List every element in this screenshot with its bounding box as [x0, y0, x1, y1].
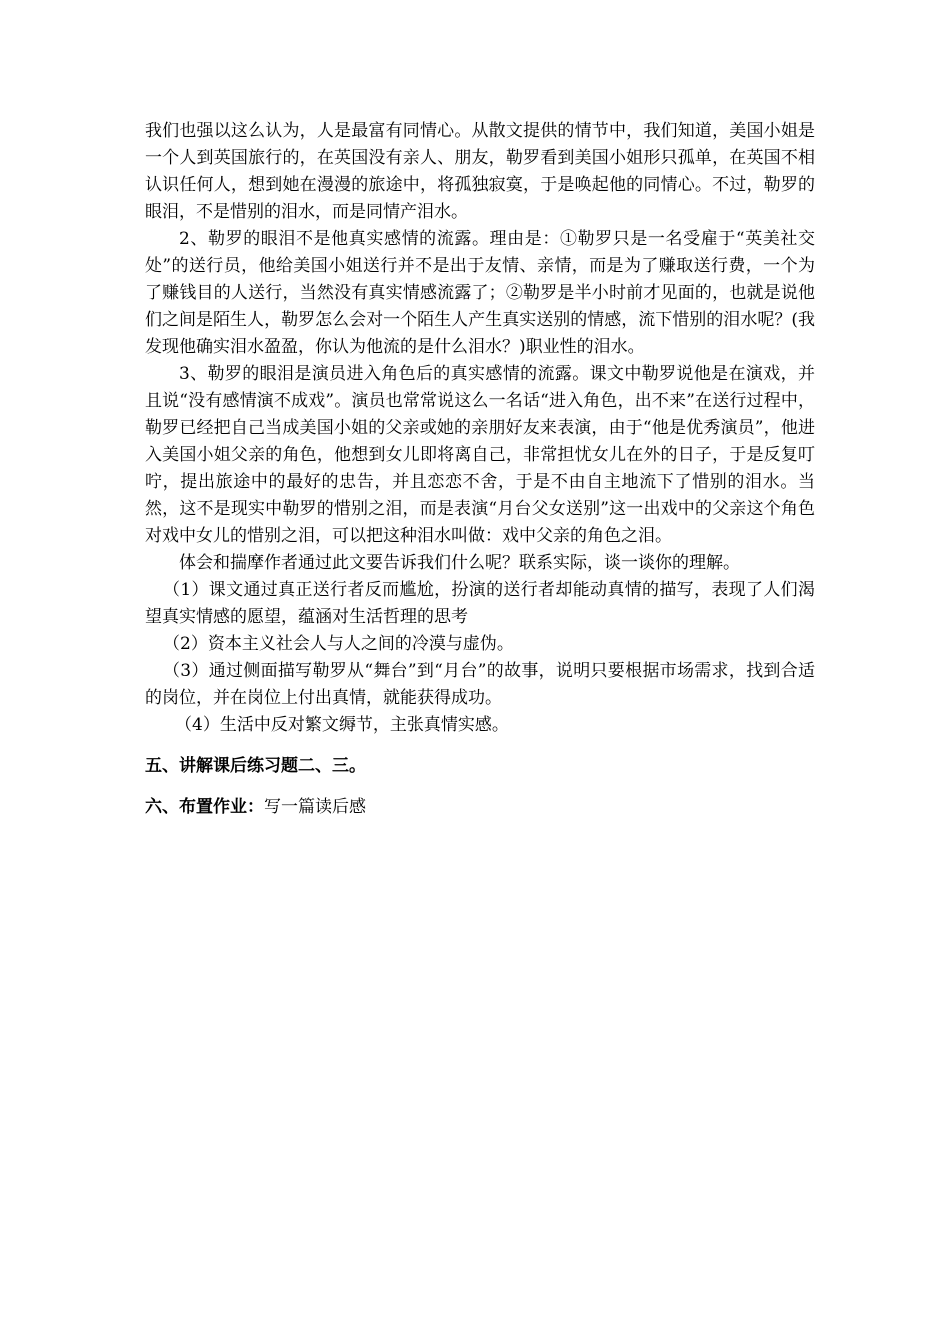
paragraph-point-3: 3、勒罗的眼泪是演员进入角色后的真实感情的流露。课文中勒罗说他是在演戏，并且说“没有感情演不成戏”。演员也常常说这么一名话“进入角色，出不来”在送行过程中，勒罗已经把自己当成美国小姐的父亲或她的亲朋好友来表演，由于“他是优秀演员”，他进入美国小姐父亲的角色，他想到女儿即将离自己，非常担忧女儿在外的日子，于是反复叮咛，提出旅途中的最好的忠告，并且恋恋不舍，于是不由自主地流下了惜别的泪水。当然，这不是现实中勒罗的惜别之泪，而是表演“月台父女送别”这一出戏中的父亲这个角色对戏中女儿的惜别之泪，可以把这种泪水叫做：戏中父亲的角色之泪。	[145, 364, 815, 546]
paragraph-sympathy: 我们也强以这么认为，人是最富有同情心。从散文提供的情节中，我们知道，美国小姐是一个人到英国旅行的，在英国没有亲人、朋友，勒罗看到美国小姐形只孤单，在英国不相认识任何人，想到她在漫漫的旅途中，将孤独寂寞，于是唤起他的同情心。不过，勒罗的眼泪，不是惜别的泪水，而是同情产泪水。	[145, 121, 815, 222]
section-six-text: 写一篇读后感	[264, 797, 366, 817]
section-six-heading	[145, 794, 815, 821]
list-item-3: （3）通过侧面描写勒罗从“舞台”到“月台”的故事，说明只要根据市场需求，找到合适的岗位，并在岗位上付出真情，就能获得成功。	[145, 661, 815, 708]
document-page	[145, 118, 815, 821]
section-six-label: 六、布置作业：	[145, 797, 264, 817]
paragraph-point-2: 2、勒罗的眼泪不是他真实感情的流露。理由是：①勒罗只是一名受雇于“英美社交处”的送行员，他给美国小姐送行并不是出于友情、亲情，而是为了赚取送行费，一个为了赚钱目的人送行，当然没有真实情感流露了；②勒罗是半小时前才见面的，也就是说他们之间是陌生人，勒罗怎么会对一个陌生人产生真实送别的情感，流下惜别的泪水呢？(我发现他确实泪水盈盈，你认为他流的是什么泪水？)职业性的泪水。	[145, 229, 815, 357]
paragraph-question: 体会和揣摩作者通过此文要告诉我们什么呢？联系实际，谈一谈你的理解。	[179, 553, 740, 573]
list-item-1: （1）课文通过真正送行者反而尴尬，扮演的送行者却能动真情的描写，表现了人们渴望真实情感的愿望，蕴涵对生活哲理的思考	[145, 580, 815, 627]
list-item-4: （4）生活中反对繁文缛节，主张真情实感。	[175, 715, 509, 735]
list-item-2: （2）资本主义社会人与人之间的冷漠与虚伪。	[163, 634, 514, 654]
section-five-heading: 五、讲解课后练习题二、三。	[145, 756, 366, 776]
